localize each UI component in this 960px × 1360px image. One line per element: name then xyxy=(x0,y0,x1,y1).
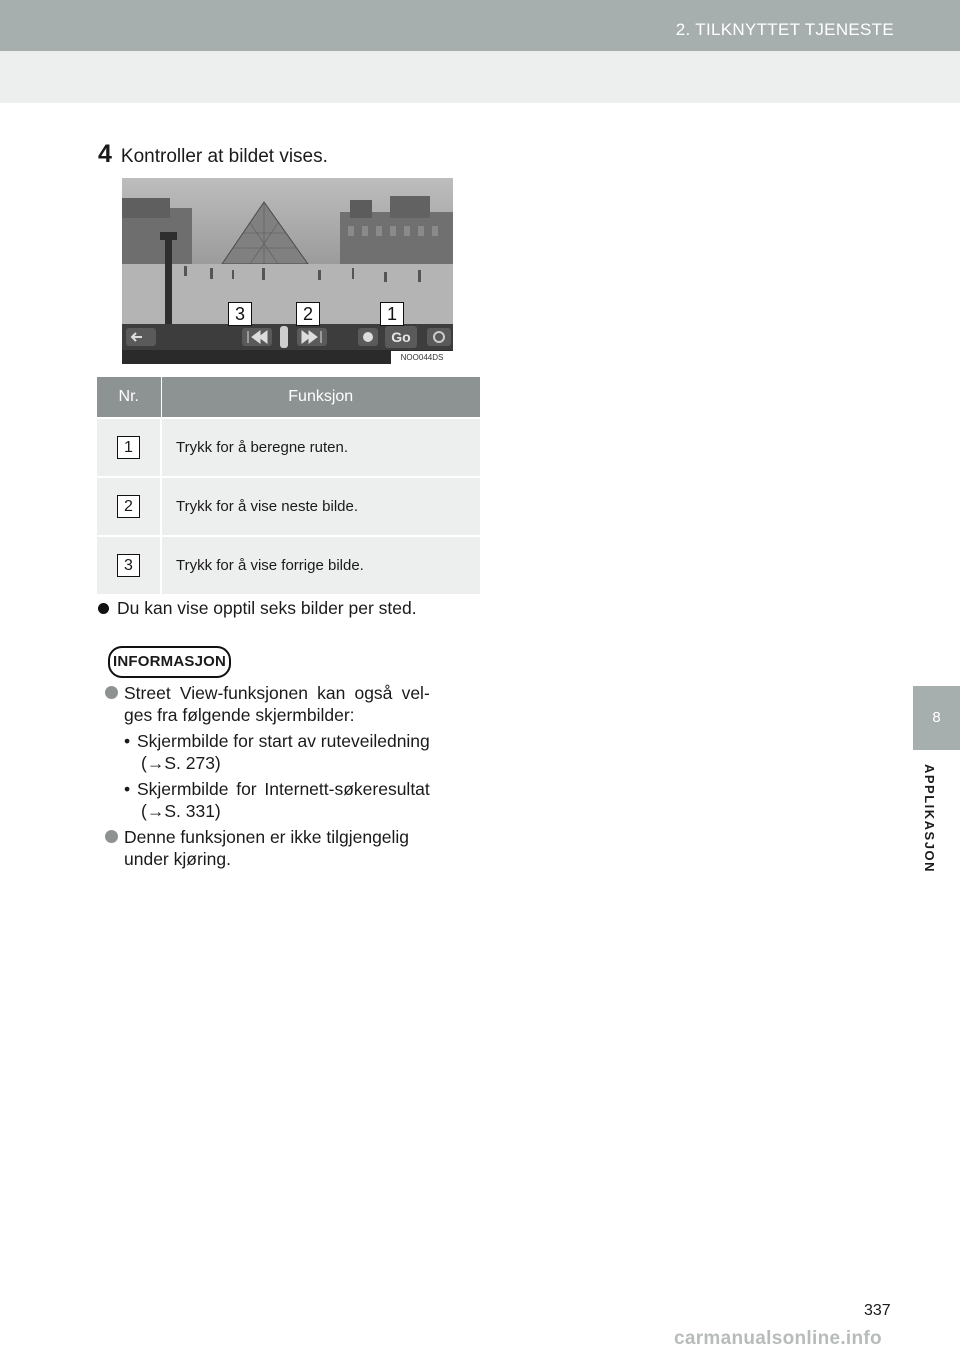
bullet-dot-icon xyxy=(98,603,109,614)
row-number: 1 xyxy=(117,436,140,459)
header-bar xyxy=(0,0,960,51)
go-button-label: Go xyxy=(391,329,411,345)
row-function: Trykk for å vise forrige bilde. xyxy=(161,536,480,594)
sub-line: Skjermbilde for start av ruteveiledning xyxy=(137,731,430,751)
callout-2: 2 xyxy=(296,302,320,326)
info-item xyxy=(105,826,472,870)
function-table xyxy=(97,377,480,594)
step-4 xyxy=(98,140,328,169)
row-number: 3 xyxy=(117,554,140,577)
row-number: 2 xyxy=(117,495,140,518)
section-title: 2. TILKNYTTET TJENESTE xyxy=(675,20,894,39)
bullet-text: Du kan vise opptil seks bilder per sted. xyxy=(117,598,417,618)
street-view-screenshot xyxy=(122,178,453,364)
header-nr: Nr. xyxy=(97,377,161,418)
header-band xyxy=(0,51,960,103)
info-block xyxy=(105,682,472,874)
table-row xyxy=(97,536,480,594)
sub-line: (→S. 331) xyxy=(141,801,221,821)
table-row xyxy=(97,477,480,536)
info-line: Denne funksjonen er ikke tilgjengelig xyxy=(124,827,410,847)
header-funksjon: Funksjon xyxy=(161,377,480,418)
info-item xyxy=(105,682,472,822)
callout-1: 1 xyxy=(380,302,404,326)
sub-item: • Skjermbilde for start av ruteveiledning (→S. 273) xyxy=(124,731,430,773)
watermark: carmanualsonline.info xyxy=(674,1328,882,1349)
chapter-label: APPLIKASJON xyxy=(922,764,937,873)
info-dot-icon xyxy=(105,686,118,699)
row-function: Trykk for å beregne ruten. xyxy=(161,418,480,477)
table-header-row xyxy=(97,377,480,418)
page-number: 337 xyxy=(864,1302,891,1319)
info-line: under kjøring. xyxy=(124,849,231,869)
step-number: 4 xyxy=(98,140,112,168)
info-dot-icon xyxy=(105,830,118,843)
info-line: Street View-funksjonen kan også vel- xyxy=(124,683,430,703)
sub-line: (→S. 273) xyxy=(141,753,221,773)
step-text: Kontroller at bildet vises. xyxy=(120,146,328,167)
bullet-note xyxy=(98,598,417,619)
info-line: ges fra følgende skjermbilder: xyxy=(124,705,355,725)
row-function: Trykk for å vise neste bilde. xyxy=(161,477,480,536)
callout-3: 3 xyxy=(228,302,252,326)
sub-item: • Skjermbilde for Internett-søkeresultat (→S. 331) xyxy=(124,779,430,821)
chapter-tab: 8 xyxy=(913,686,960,750)
image-id: NOO044DS xyxy=(391,351,453,364)
street-view-photo xyxy=(122,178,453,364)
table-row xyxy=(97,418,480,477)
info-badge: INFORMASJON xyxy=(108,646,231,678)
sub-line: Skjermbilde for Internett-søkeresultat xyxy=(137,779,430,799)
